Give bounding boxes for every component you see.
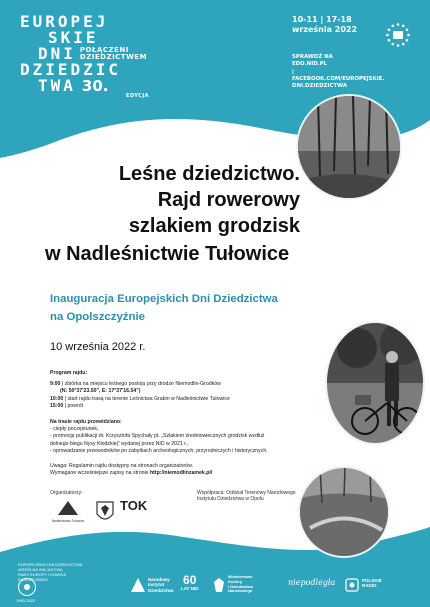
route-line-1: - ciepły poczęstunek, xyxy=(50,426,99,433)
logo-line-3: DNI xyxy=(38,44,76,63)
event-date: 10 września 2022 r. xyxy=(50,341,146,353)
site-link-2[interactable]: | FACEBOOK.COM/EUROPEJSKIE. xyxy=(292,68,385,82)
organizer-logo-tok xyxy=(120,498,147,513)
cooperation-label-1: Współpraca: Oddział Terenowy Narodowego xyxy=(197,490,296,496)
footer-left-text-3: RADY EUROPY I KOMISJI EUROPEJSKIEJ xyxy=(18,572,67,582)
stars-logo-icon xyxy=(385,22,411,48)
header-sites xyxy=(292,54,385,90)
radio-label-1: POLSKIE xyxy=(362,578,382,583)
cooperation-label-2: Instytutu Dziedzictwa w Opolu xyxy=(197,496,264,502)
niepodlegla-logo: niepodległa xyxy=(288,578,336,587)
radio-logo-icon xyxy=(345,578,359,592)
nid-label-3: Dziedzictwa xyxy=(148,587,174,593)
sixty-number: 60 xyxy=(183,573,197,587)
radio-label xyxy=(362,578,382,589)
cooperation-label xyxy=(197,490,307,502)
notes-line-2 xyxy=(50,470,350,477)
ministry-label xyxy=(228,575,253,594)
ministry-4: Narodowego xyxy=(228,588,253,594)
notes-line-1: Uwaga: Regulamin rajdu dostępny na stronach organizatorów. xyxy=(50,463,194,469)
route-heading: Na trasie rajdu przewidziano: xyxy=(50,419,122,425)
header-days: 10-11 | 17-18 xyxy=(292,15,352,24)
check-label: SPRAWDŹ NA xyxy=(292,54,333,60)
ministry-3: i Dziedzictwa xyxy=(228,583,253,589)
program-item-1 xyxy=(50,381,325,388)
radio-label-2: RADIO xyxy=(362,583,377,589)
program-item-3-text: | powrót xyxy=(64,402,84,409)
title-line-4: w Nadleśnictwie Tułowice xyxy=(45,243,290,265)
organizer-crest-icon xyxy=(95,500,115,524)
program-item-1-coords: (N: 50°37'23.50", E: 17°37'16.54") xyxy=(60,388,141,395)
program-item-3 xyxy=(50,403,325,410)
program-section xyxy=(50,370,325,410)
logo-edition-label: EDYCJA xyxy=(126,93,150,99)
logo-line-4: DZIEDZIC xyxy=(20,60,122,79)
sixty-sub: LAT NID xyxy=(181,586,199,591)
nid-logo-icon xyxy=(130,577,146,593)
notes-line-2-prefix: Wymagane wcześniejsze zapisy na stronie xyxy=(50,470,149,477)
logo-small-2: DZIEDZICTWEM xyxy=(79,53,148,61)
site-link-3[interactable]: DNI.DZIEDZICTWA xyxy=(292,83,348,90)
header-month: września 2022 xyxy=(292,24,358,34)
route-line-2: - promocję publikacji dr. Krzysztofa Spychały pt. „Szlakiem średniowiecznych grodzisk wzdłuż xyxy=(50,433,265,440)
registration-link[interactable]: http://niemodlinzamek.pl/ xyxy=(150,470,213,477)
organizer-logo-forest xyxy=(48,500,88,524)
nid-label-1: Narodowy xyxy=(148,577,170,582)
title-line-3: szlakiem grodzisk xyxy=(128,215,300,237)
logo-small-1: POŁĄCZENI xyxy=(79,46,129,54)
header-dates xyxy=(292,15,357,34)
route-line-4: - oprowadzanie przewodników po zabytkach archeologicznych, przyrodniczych i historycznych. xyxy=(50,447,268,454)
subtitle-line-2: na Opolszczyźnie xyxy=(50,311,145,323)
nid-label-2: Instytut xyxy=(148,582,165,588)
subtitle-line-1: Inauguracja Europejskich Dni Dziedzictwa xyxy=(50,293,278,305)
ministry-1: Ministerstwo xyxy=(228,574,253,579)
organizers-label: Organizatorzy: xyxy=(50,490,83,496)
sixty-logo xyxy=(181,574,198,591)
program-item-1-text: | zbiórka na miejscu leśnego postoju przy drodze Niemodlin-Grodków xyxy=(61,381,221,388)
landscape-photo xyxy=(298,466,390,558)
nid-label xyxy=(148,577,174,593)
program-item-2-time: 10:00 xyxy=(50,395,64,402)
program-heading: Program rajdu: xyxy=(50,370,88,376)
logo-edition: 30. xyxy=(81,77,109,95)
route-line-3: dolnego biegu Nysy Kłodzkiej" wydanej przez NID w 2021 r., xyxy=(50,440,189,447)
edd-logo xyxy=(20,14,149,99)
site-link-1[interactable]: EDD.NID.PL xyxy=(292,61,328,68)
organizer-logo-3-text: TOK xyxy=(120,498,148,513)
tree-icon xyxy=(58,501,78,515)
subtitle xyxy=(50,290,380,326)
eagle-icon xyxy=(212,577,226,593)
logo-line-1: EUROPEJ xyxy=(20,12,109,31)
title-line-2: Rajd rowerowy xyxy=(157,189,300,211)
title-line-1: Leśne dziedzictwo. xyxy=(118,163,300,185)
route-section xyxy=(50,419,350,455)
footer-left-text-2: WSPÓLNA INICJATYWA xyxy=(18,567,63,572)
program-item-2-text: | start rajdu trasą na terenie Leśnictwa Grabin w Nadleśnictwie Tułowice xyxy=(64,395,230,402)
ministry-2: Kultury xyxy=(228,578,242,584)
program-item-3-time: 15:00 xyxy=(50,402,64,409)
logo-line-5: TWA xyxy=(38,76,76,95)
forest-photo xyxy=(296,94,402,200)
notes-section xyxy=(50,463,350,477)
footer-years: 1993-2022 xyxy=(16,598,36,603)
organizer-logo-1-label: Nadleśnictwo Tułowice xyxy=(51,519,85,523)
program-item-2 xyxy=(50,396,325,403)
footer-left-text-1: EUROPEJSKIE DNI DZIEDZICTWA xyxy=(18,562,83,567)
logo-line-2: SKIE xyxy=(48,28,99,47)
program-item-1-time: 9:00 xyxy=(50,381,61,388)
eu-stars-icon xyxy=(18,578,36,596)
